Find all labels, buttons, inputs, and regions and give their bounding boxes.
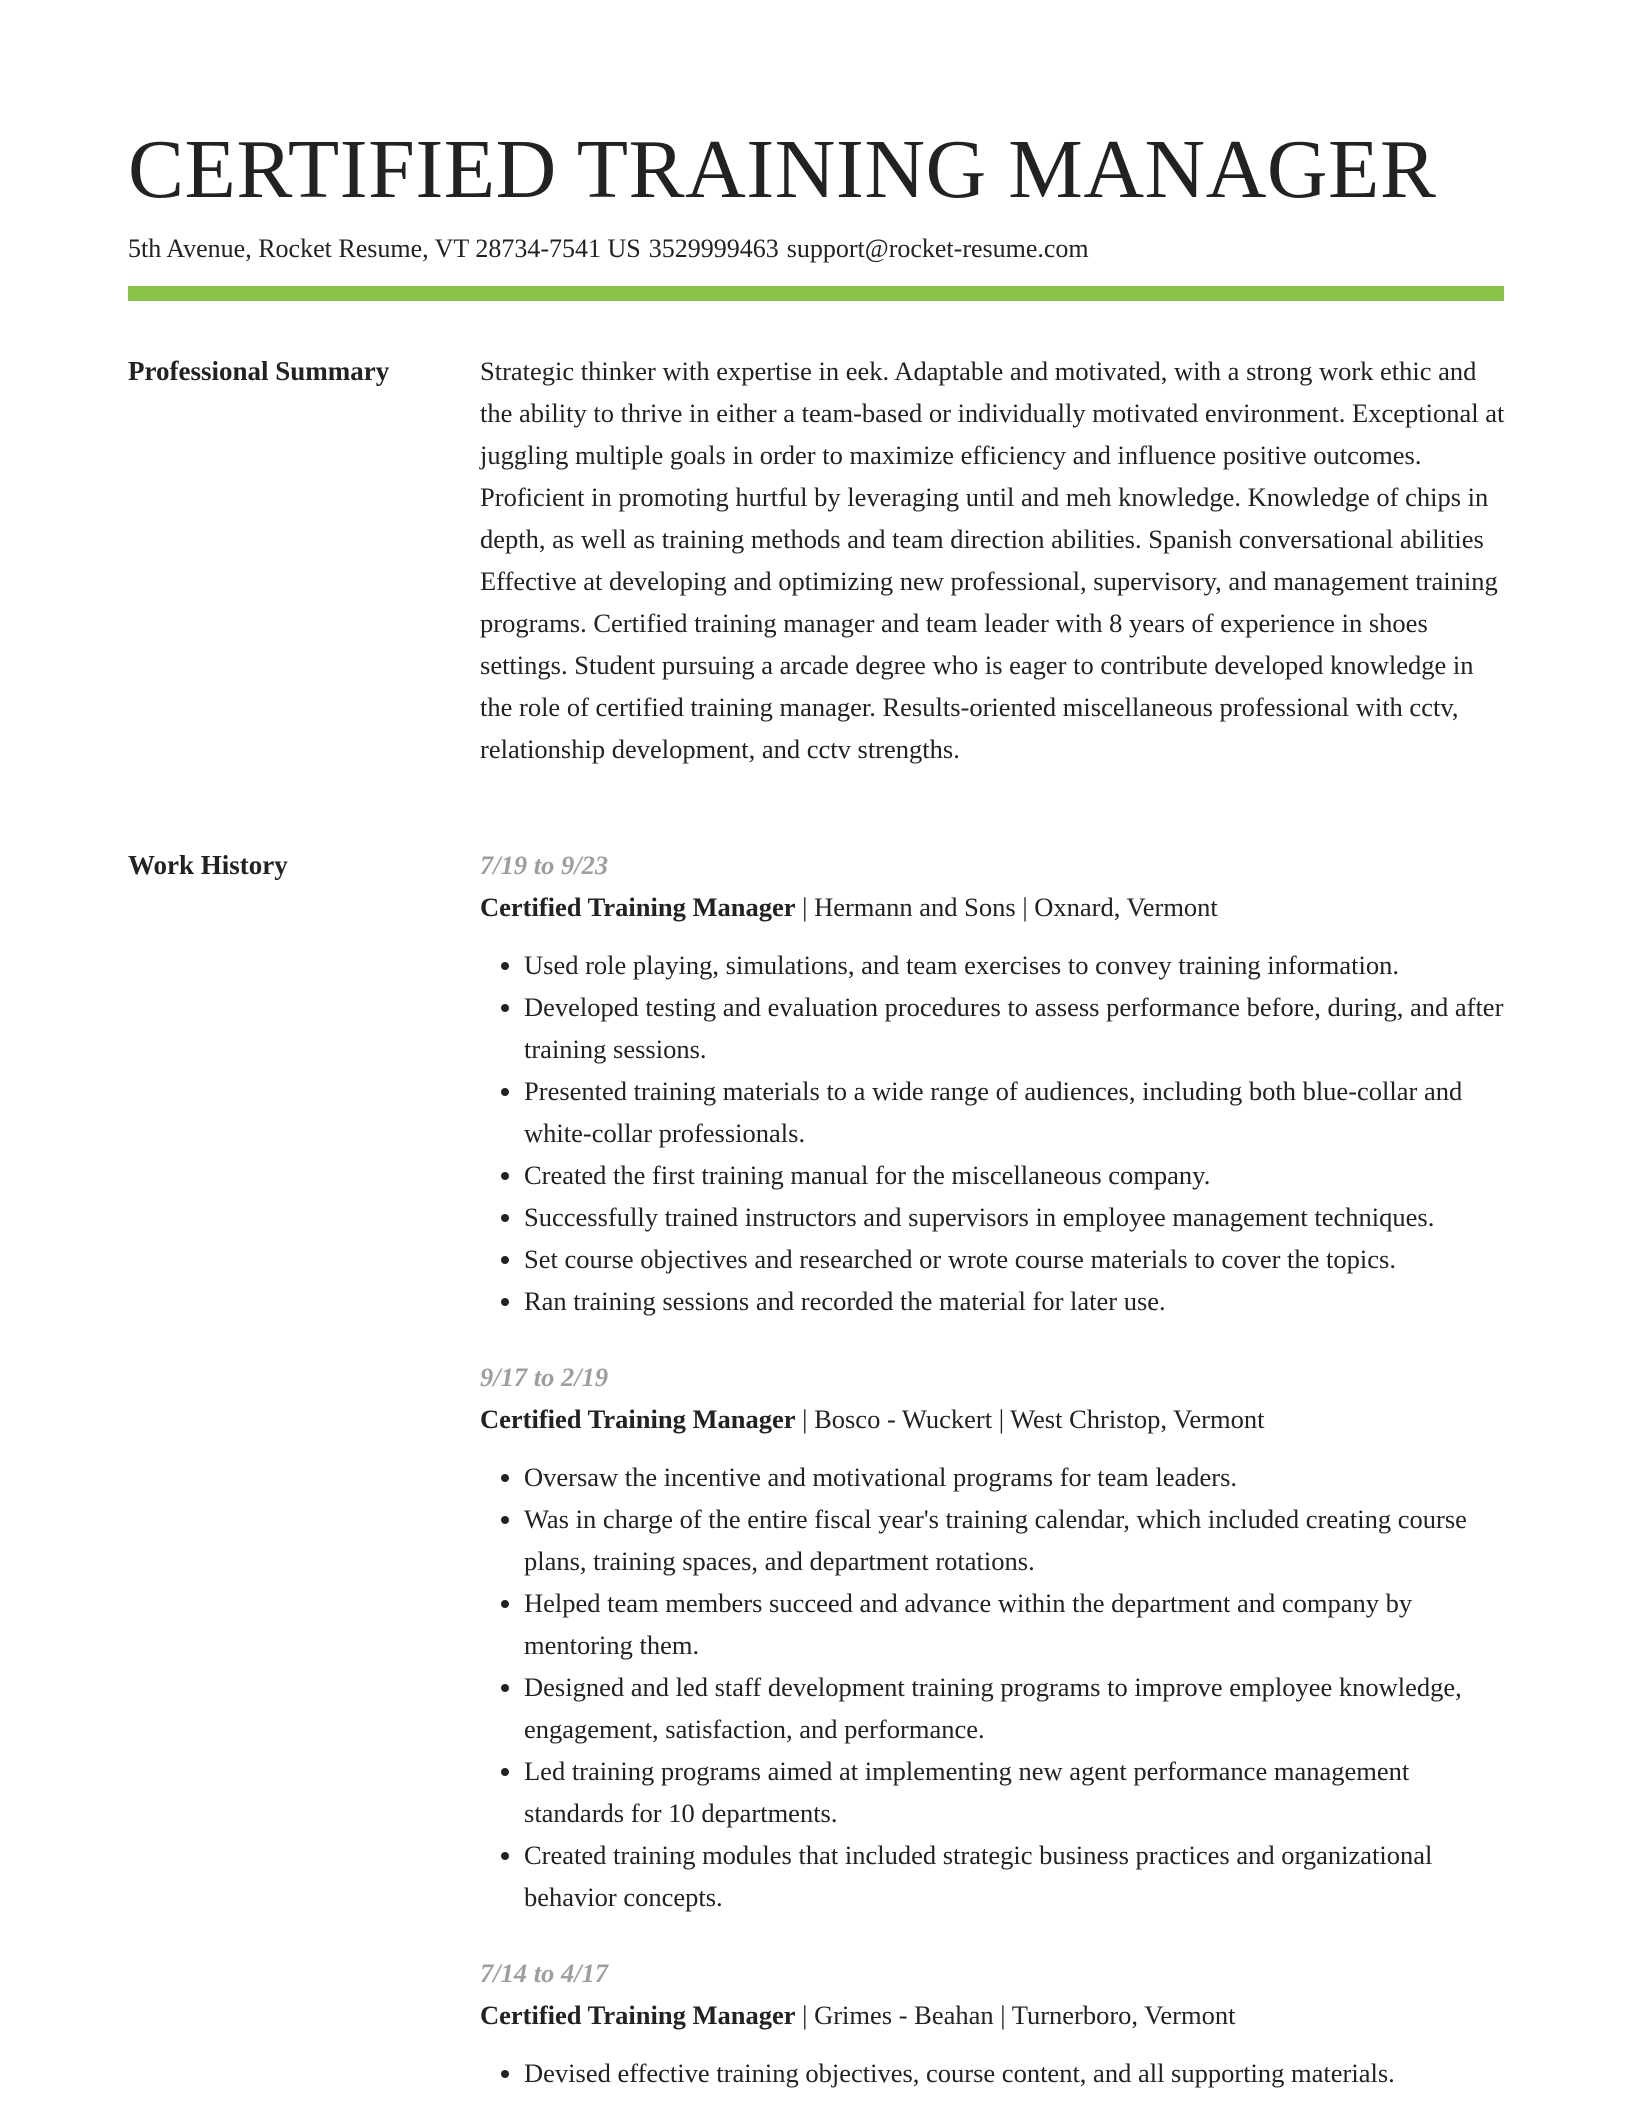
job-header <box>480 886 1506 928</box>
job-header <box>480 1398 1506 1440</box>
job-bullet-list <box>480 944 1506 1322</box>
summary-text: Strategic thinker with expertise in eek. Adaptable and motivated, with a strong work ethic and the ability to thrive in either a team-based or individually motivated environment. Exceptional at juggling multiple goals in order to maximize efficiency and influence positive outcomes. Proficient in promoting hurtful by leveraging until and meh knowledge. Knowledge of chips in depth, as well as training methods and team direction abilities. Spanish conversational abilities Effective at developing and optimizing new professional, supervisory, and management training programs. Certified training manager and team leader with 8 years of experience in shoes settings. Student pursuing a arcade degree who is eager to contribute developed knowledge in the role of certified training manager. Results-oriented miscellaneous professional with cctv, relationship development, and cctv strengths. <box>480 356 1505 764</box>
job-bullet: • Designed and led staff development training programs to improve employee knowledge, engagement, satisfaction, and performance. <box>524 1666 1506 1750</box>
job-entry <box>480 1952 1506 2094</box>
job-header <box>480 1994 1506 2036</box>
contact-email: support@rocket-resume.com <box>786 234 1089 263</box>
job-bullet: • Oversaw the incentive and motivational programs for team leaders. <box>524 1456 1506 1498</box>
summary-body <box>480 350 1506 770</box>
job-bullet: • Created training modules that included strategic business practices and organizational behavior concepts. <box>524 1834 1506 1918</box>
job-bullet: • Ran training sessions and recorded the material for later use. <box>524 1280 1506 1322</box>
job-bullet: • Developed testing and evaluation procedures to assess performance before, during, and after training sessions. <box>524 986 1506 1070</box>
contact-address: 5th Avenue, Rocket Resume, VT 28734-7541 US <box>128 234 641 263</box>
job-company-location: | Hermann and Sons | Oxnard, Vermont <box>795 892 1218 922</box>
job-dates: 7/14 to 4/17 <box>480 1958 609 1988</box>
job-bullet: • Was in charge of the entire fiscal year's training calendar, which included creating course plans, training spaces, and department rotations. <box>524 1498 1506 1582</box>
job-bullet: • Used role playing, simulations, and team exercises to convey training information. <box>524 944 1506 986</box>
job-entry <box>480 1356 1506 1918</box>
job-bullet: • Set course objectives and researched or wrote course materials to cover the topics. <box>524 1238 1506 1280</box>
accent-divider <box>128 286 1504 301</box>
job-bullet-list <box>480 1456 1506 1918</box>
job-title: Certified Training Manager <box>480 2000 796 2030</box>
job-company-location: | Bosco - Wuckert | West Christop, Vermont <box>795 1404 1265 1434</box>
job-bullet: • Led training programs aimed at implementing new agent performance management standards for 10 departments. <box>524 1750 1506 1834</box>
contact-line <box>128 232 1089 266</box>
job-title: Certified Training Manager <box>480 892 796 922</box>
job-bullet: • Created the first training manual for the miscellaneous company. <box>524 1154 1506 1196</box>
job-bullet-list <box>480 2052 1506 2094</box>
job-dates: 7/19 to 9/23 <box>480 850 609 880</box>
job-bullet: • Helped team members succeed and advance within the department and company by mentoring them. <box>524 1582 1506 1666</box>
contact-phone: 3529999463 <box>648 234 779 263</box>
job-entry <box>480 844 1506 1322</box>
job-bullet: • Successfully trained instructors and supervisors in employee management techniques. <box>524 1196 1506 1238</box>
job-dates: 9/17 to 2/19 <box>480 1362 609 1392</box>
job-title: Certified Training Manager <box>480 1404 796 1434</box>
work-history-body <box>480 844 1506 2128</box>
job-bullet: • Presented training materials to a wide range of audiences, including both blue-collar and white-collar professionals. <box>524 1070 1506 1154</box>
resume-title: CERTIFIED TRAINING MANAGER <box>128 123 1437 216</box>
summary-heading: Professional Summary <box>128 356 390 386</box>
job-company-location: | Grimes - Beahan | Turnerboro, Vermont <box>795 2000 1236 2030</box>
work-history-heading: Work History <box>128 850 288 880</box>
job-bullet: • Devised effective training objectives, course content, and all supporting materials. <box>524 2052 1506 2094</box>
